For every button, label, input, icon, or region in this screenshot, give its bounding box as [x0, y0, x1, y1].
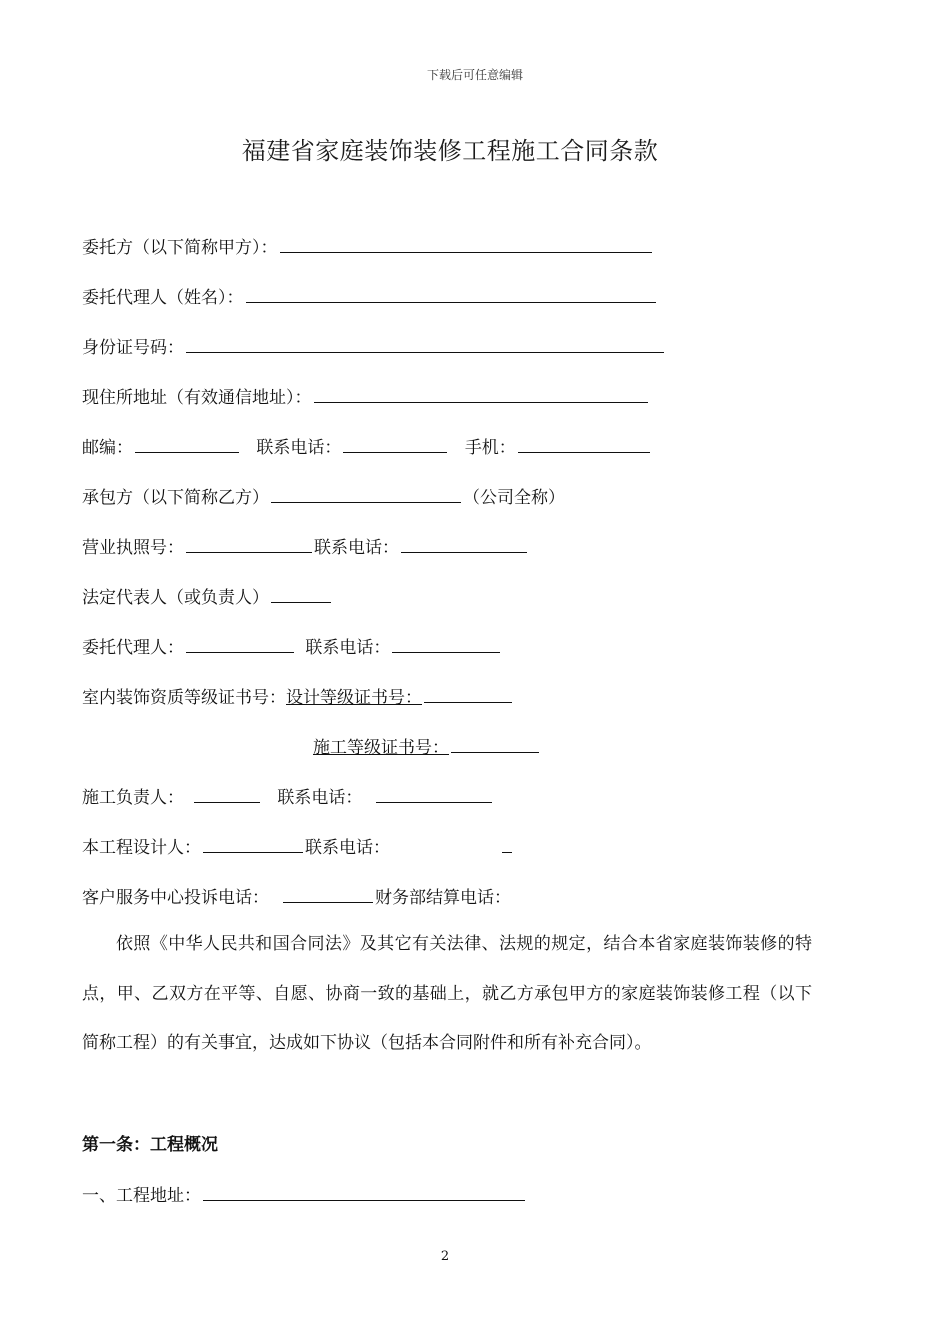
project-address-line [82, 1184, 527, 1207]
license-phone-label: 联系电话： [314, 538, 399, 558]
client-agent-blank[interactable] [246, 286, 656, 303]
complaint-line [82, 886, 511, 909]
legal-rep-line [82, 586, 333, 609]
client-agent-label: 委托代理人（姓名）： [82, 288, 244, 308]
contractor-blank[interactable] [271, 486, 461, 503]
complaint-label: 客户服务中心投诉电话： [82, 888, 269, 908]
construction-lead-label: 施工负责人： [82, 788, 184, 808]
postcode-label: 邮编： [82, 438, 133, 458]
finance-phone-label: 财务部结算电话： [375, 888, 511, 908]
client-blank[interactable] [280, 236, 652, 253]
address-line [82, 386, 650, 409]
complaint-blank[interactable] [283, 886, 373, 903]
designer-phone-label: 联系电话： [305, 838, 390, 858]
address-blank[interactable] [314, 386, 648, 403]
contact-line [82, 436, 652, 459]
mobile-blank[interactable] [518, 436, 650, 453]
construction-lead-blank[interactable] [194, 786, 260, 803]
qualification-line [82, 686, 514, 709]
id-number-label: 身份证号码： [82, 338, 184, 358]
header-note: 下载后可任意编辑 [426, 68, 523, 82]
contractor-line [82, 486, 565, 509]
contractor-agent-phone-label: 联系电话： [305, 638, 391, 658]
designer-phone-blank[interactable] [502, 836, 512, 853]
construction-lead-phone-blank[interactable] [376, 786, 492, 803]
project-address-label: 一、工程地址： [82, 1186, 201, 1206]
qualification-label: 室内装饰资质等级证书号： [82, 688, 286, 708]
legal-rep-blank[interactable] [271, 586, 331, 603]
design-cert-label: 设计等级证书号： [286, 688, 422, 708]
design-cert-blank[interactable] [424, 686, 512, 703]
address-label: 现住所地址（有效通信地址）： [82, 388, 312, 408]
contractor-agent-blank[interactable] [186, 636, 294, 653]
page-number: 2 [440, 1249, 450, 1264]
legal-rep-label: 法定代表人（或负责人） [82, 588, 269, 608]
mobile-label: 手机： [464, 438, 516, 458]
phone-blank[interactable] [343, 436, 447, 453]
construction-cert-blank[interactable] [451, 736, 539, 753]
license-line [82, 536, 529, 559]
phone-label: 联系电话： [256, 438, 342, 458]
project-address-blank[interactable] [203, 1184, 525, 1201]
preamble-paragraph: 依照《中华人民共和国合同法》及其它有关法律、法规的规定，结合本省家庭装饰装修的特点，甲、乙双方在平等、自愿、协商一致的基础上，就乙方承包甲方的家庭装饰装修工程（以下简称工程）的有关事宜，达成如下协议（包括本合同附件和所有补充合同）。 [82, 934, 812, 1053]
postcode-blank[interactable] [135, 436, 239, 453]
construction-lead-phone-label: 联系电话： [277, 788, 363, 808]
license-phone-blank[interactable] [401, 536, 527, 553]
client-line [82, 236, 654, 259]
id-number-line [82, 336, 666, 359]
contract-title: 福建省家庭装饰装修工程施工合同条款 [241, 137, 659, 165]
contractor-label: 承包方（以下简称乙方） [82, 488, 269, 508]
license-label: 营业执照号： [82, 538, 184, 558]
client-agent-line [82, 286, 658, 309]
client-label: 委托方（以下简称甲方）： [82, 238, 278, 258]
article-1-heading: 第一条：工程概况 [82, 1135, 218, 1155]
construction-lead-line [82, 786, 494, 809]
designer-label: 本工程设计人： [82, 838, 201, 858]
id-number-blank[interactable] [186, 336, 664, 353]
contractor-note: （公司全称） [463, 488, 565, 508]
construction-cert-label: 施工等级证书号： [313, 738, 449, 758]
contractor-agent-line [82, 636, 502, 659]
construction-cert-line [313, 736, 541, 759]
designer-blank[interactable] [203, 836, 303, 853]
designer-line [82, 836, 514, 859]
contractor-agent-label: 委托代理人： [82, 638, 184, 658]
contractor-agent-phone-blank[interactable] [392, 636, 500, 653]
license-blank[interactable] [186, 536, 312, 553]
